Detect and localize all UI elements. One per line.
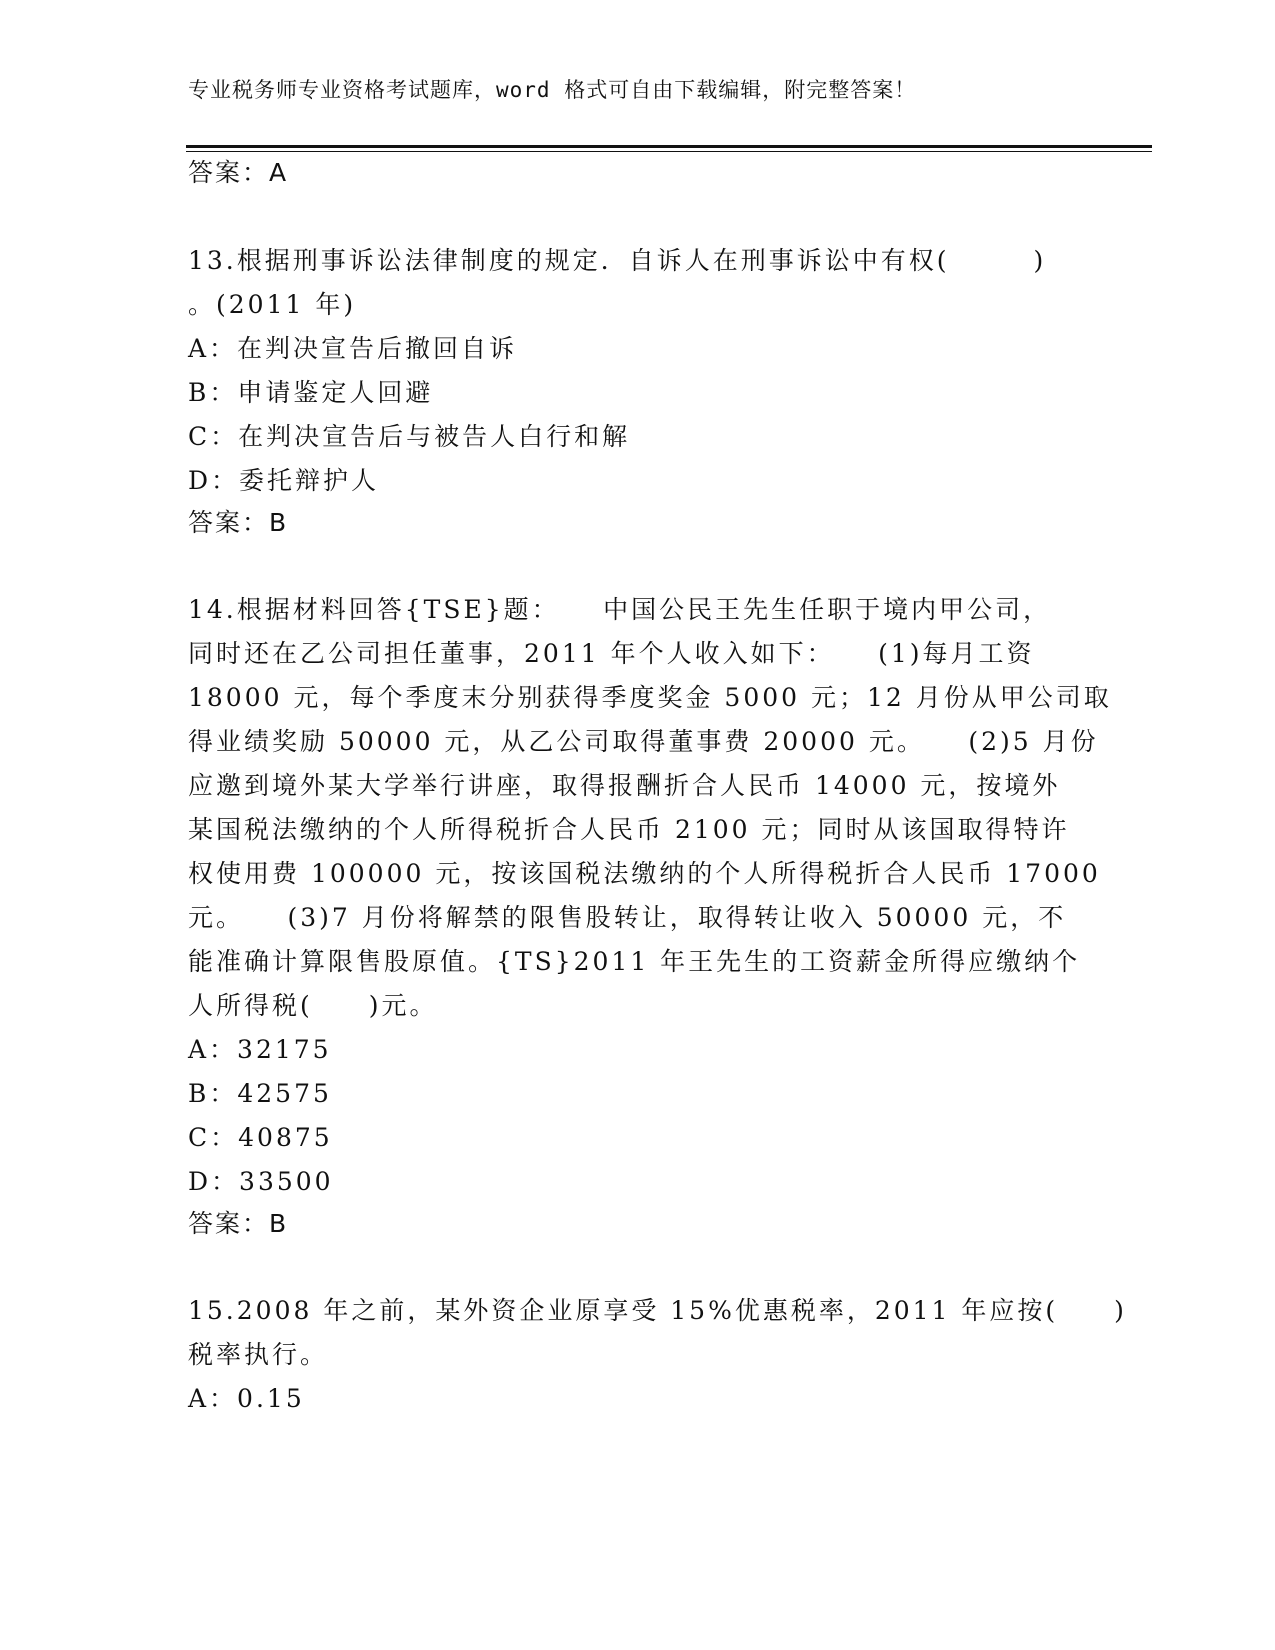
option-c: C：40875 xyxy=(188,1123,333,1152)
question-stem-line: 税率执行。 xyxy=(188,1340,329,1369)
option-b: B：申请鉴定人回避 xyxy=(188,378,434,407)
answer: 答案：B xyxy=(188,508,289,537)
page-header: 专业税务师专业资格考试题库，word 格式可自由下载编辑，附完整答案！ xyxy=(188,78,917,102)
option-a: A：0.15 xyxy=(188,1384,305,1413)
option-a: A：在判决宣告后撤回自诉 xyxy=(188,334,518,363)
question-stem-line: 应邀到境外某大学举行讲座，取得报酬折合人民币 14000 元，按境外 xyxy=(188,771,1061,800)
question-stem-line: 。(2011 年) xyxy=(188,290,357,319)
previous-answer: 答案：A xyxy=(188,158,289,187)
question-stem-line: 同时还在乙公司担任董事，2011 年个人收入如下： (1)每月工资 xyxy=(188,639,1035,668)
question-stem-line: 得业绩奖励 50000 元，从乙公司取得董事费 20000 元。 (2)5 月份 xyxy=(188,727,1099,756)
header-rule-thin xyxy=(186,151,1152,152)
question-stem-line: 14.根据材料回答{TSE}题： 中国公民王先生任职于境内甲公司， xyxy=(188,595,1052,624)
option-d: D：33500 xyxy=(188,1167,334,1196)
answer: 答案：B xyxy=(188,1209,289,1238)
question-stem-line: 13.根据刑事诉讼法律制度的规定．自诉人在刑事诉讼中有权( ) xyxy=(188,246,1047,275)
question-stem-line: 人所得税( )元。 xyxy=(188,991,438,1020)
option-a: A：32175 xyxy=(188,1035,332,1064)
question-stem-line: 元。 (3)7 月份将解禁的限售股转让，取得转让收入 50000 元，不 xyxy=(188,903,1067,932)
option-b: B：42575 xyxy=(188,1079,332,1108)
header-rule-thick xyxy=(186,145,1152,148)
question-stem-line: 权使用费 100000 元，按该国税法缴纳的个人所得税折合人民币 17000 xyxy=(188,859,1101,888)
option-c: C：在判决宣告后与被告人白行和解 xyxy=(188,422,631,451)
question-stem-line: 某国税法缴纳的个人所得税折合人民币 2100 元；同时从该国取得特许 xyxy=(188,815,1070,844)
question-stem-line: 能准确计算限售股原值。{TS}2011 年王先生的工资薪金所得应缴纳个 xyxy=(188,947,1081,976)
option-d: D：委托辩护人 xyxy=(188,466,380,495)
question-stem-line: 15.2008 年之前，某外资企业原享受 15%优惠税率，2011 年应按( ) xyxy=(188,1296,1127,1325)
question-stem-line: 18000 元，每个季度末分别获得季度奖金 5000 元；12 月份从甲公司取 xyxy=(188,683,1112,712)
